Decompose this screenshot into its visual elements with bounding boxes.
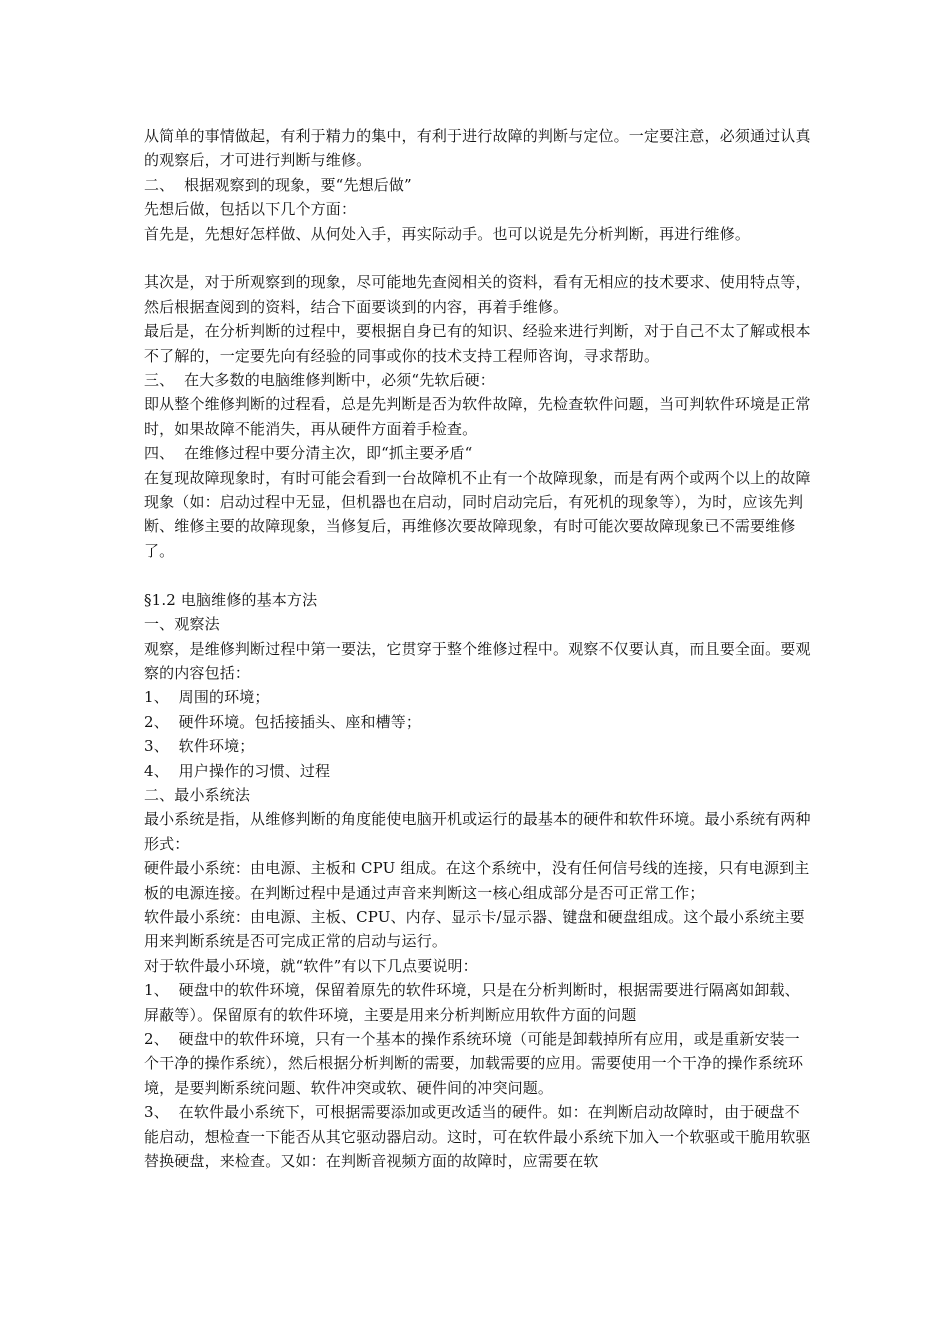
text-line: 软件最小系统：由电源、主板、CPU、内存、显示卡/显示器、键盘和硬盘组成。这个最小系统主要用来判断系统是否可完成正常的启动与运行。 — [144, 907, 805, 951]
list-item: 4、 用户操作的习惯、过程 — [144, 761, 331, 780]
section-heading: §1.2 电脑维修的基本方法 — [144, 590, 318, 609]
list-item: 3、 软件环境； — [144, 737, 255, 756]
blank-line — [144, 563, 812, 587]
list-item: 2、 硬件环境。包括接插头、座和槽等； — [144, 712, 422, 731]
text-line: 在复现故障现象时，有时可能会看到一台故障机不止有一个故障现象，而是有两个或两个以上的故障现象（如：启动过程中无显，但机器也在启动，同时启动完后，有死机的现象等），为时，应该先判断、维修主要的故障现象，当修复后，再维修次要故障现象，有时可能次要故障现象已不需要维修了。 — [144, 468, 811, 560]
list-item: 1、 周围的环境； — [144, 688, 270, 707]
text-line: 二、 根据观察到的现象，要“先想后做” — [144, 175, 412, 194]
list-item: 1、 硬盘中的软件环境，保留着原先的软件环境，只是在分析判断时，根据需要进行隔离如卸载、屏蔽等）。保留原有的软件环境，主要是用来分析判断应用软件方面的问题 — [144, 981, 800, 1024]
text-line: 一、观察法 — [144, 615, 220, 634]
text-line: 从简单的事情做起，有利于精力的集中，有利于进行故障的判断与定位。一定要注意，必须通过认真的观察后，才可进行判断与维修。 — [144, 127, 811, 170]
text-line: 首先是，先想好怎样做、从何处入手，再实际动手。也可以说是先分析判断，再进行维修。 — [144, 224, 751, 243]
text-line: 硬件最小系统：由电源、主板和 CPU 组成。在这个系统中，没有任何信号线的连接，只有电源到主板的电源连接。在判断过程中是通过声音来判断这一核心组成部分是否可正常工作； — [144, 859, 810, 902]
list-item: 3、 在软件最小系统下，可根据需要添加或更改适当的硬件。如：在判断启动故障时，由于硬盘不能启动，想检查一下能否从其它驱动器启动。这时，可在软件最小系统下加入一个软驱或干脆用软驱替换硬盘，来检查。又如：在判断音视频方面的故障时，应需要在软 — [144, 1103, 811, 1171]
text-line: 观察，是维修判断过程中第一要法，它贯穿于整个维修过程中。观察不仅要认真，而且要全面。要观察的内容包括： — [144, 639, 811, 682]
blank-line — [144, 246, 812, 270]
text-line: 其次是，对于所观察到的现象，尽可能地先查阅相关的资料，看有无相应的技术要求、使用特点等，然后根据查阅到的资料，结合下面要谈到的内容，再着手维修。 — [144, 273, 811, 316]
text-line: 先想后做，包括以下几个方面： — [144, 200, 357, 219]
text-line: 二、最小系统法 — [144, 785, 251, 804]
document-page — [144, 124, 812, 1173]
text-line: 三、 在大多数的电脑维修判断中，必须“先软后硬： — [144, 371, 495, 390]
text-line: 四、 在维修过程中要分清主次，即“抓主要矛盾“ — [144, 444, 473, 463]
text-line: 对于软件最小环境，就“软件”有以下几点要说明： — [144, 956, 478, 975]
list-item: 2、 硬盘中的软件环境，只有一个基本的操作系统环境（可能是卸载掉所有应用，或是重新安装一个干净的操作系统），然后根据分析判断的需要，加载需要的应用。需要使用一个干净的操作系统环境，是要判断系统问题、软件冲突或软、硬件间的冲突问题。 — [144, 1030, 804, 1097]
text-line: 即从整个维修判断的过程看，总是先判断是否为软件故障，先检查软件问题，当可判软件环境是正常时，如果故障不能消失，再从硬件方面着手检查。 — [144, 395, 811, 438]
text-line: 最小系统是指，从维修判断的角度能使电脑开机或运行的最基本的硬件和软件环境。最小系统有两种形式： — [144, 810, 811, 853]
text-line: 最后是，在分析判断的过程中，要根据自身已有的知识、经验来进行判断，对于自己不太了解或根本不了解的，一定要先向有经验的同事或你的技术支持工程师咨询，寻求帮助。 — [144, 322, 811, 365]
